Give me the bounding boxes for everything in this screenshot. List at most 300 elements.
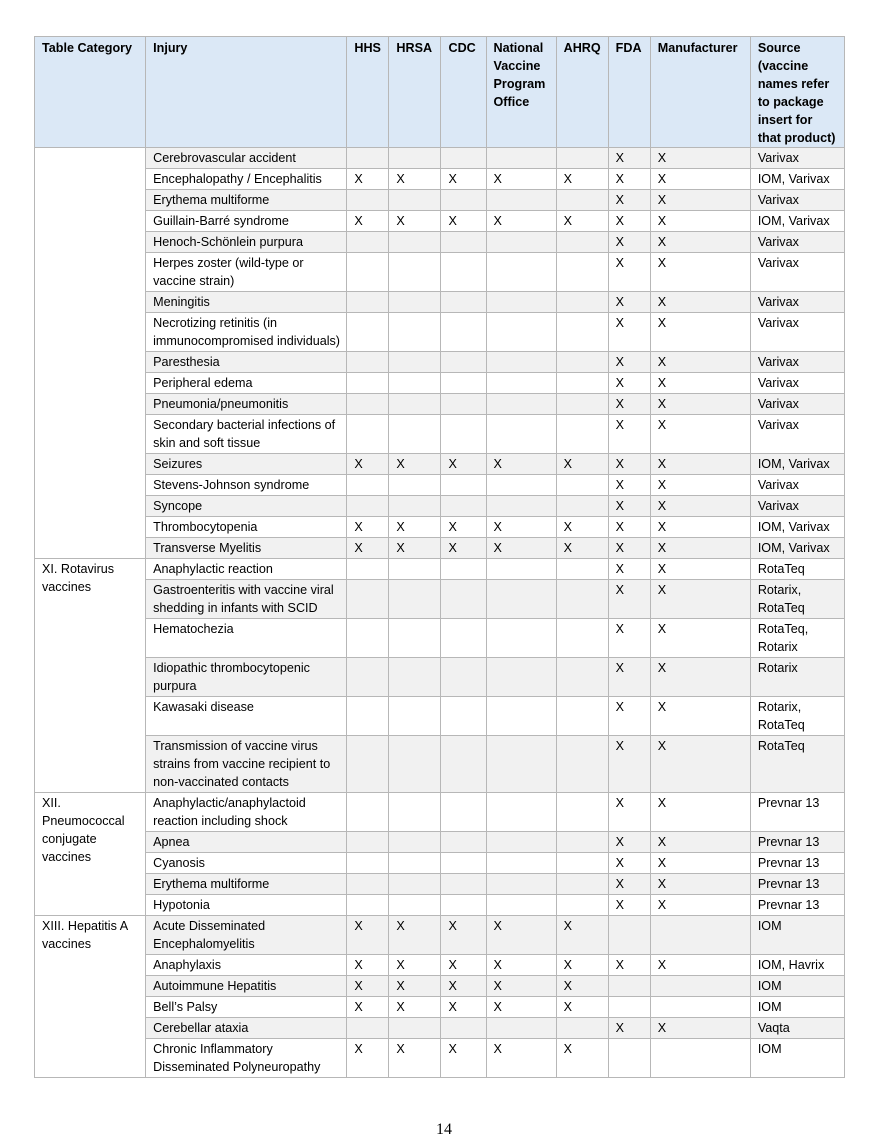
mark-cell: X: [608, 658, 650, 697]
mark-cell: X: [650, 853, 750, 874]
mark-cell: [347, 352, 389, 373]
mark-cell: X: [650, 1018, 750, 1039]
column-header: HHS: [347, 37, 389, 148]
mark-cell: [441, 313, 486, 352]
source-cell: Prevnar 13: [750, 853, 844, 874]
mark-cell: X: [650, 190, 750, 211]
mark-cell: [389, 394, 441, 415]
table-row: [35, 538, 845, 559]
mark-cell: X: [389, 1039, 441, 1078]
mark-cell: [389, 253, 441, 292]
injury-cell: Peripheral edema: [146, 373, 347, 394]
mark-cell: X: [556, 169, 608, 190]
mark-cell: X: [486, 916, 556, 955]
mark-cell: X: [441, 454, 486, 475]
mark-cell: X: [650, 253, 750, 292]
mark-cell: X: [650, 580, 750, 619]
mark-cell: [486, 895, 556, 916]
mark-cell: [556, 253, 608, 292]
mark-cell: X: [608, 895, 650, 916]
mark-cell: X: [486, 997, 556, 1018]
mark-cell: [441, 1018, 486, 1039]
injury-cell: Herpes zoster (wild-type or vaccine strain): [146, 253, 347, 292]
mark-cell: [556, 373, 608, 394]
mark-cell: [441, 697, 486, 736]
mark-cell: [347, 1018, 389, 1039]
mark-cell: X: [608, 190, 650, 211]
injury-cell: Transmission of vaccine virus strains from vaccine recipient to non-vaccinated contacts: [146, 736, 347, 793]
table-row: [35, 475, 845, 496]
table-row: [35, 211, 845, 232]
mark-cell: [389, 832, 441, 853]
mark-cell: [389, 736, 441, 793]
mark-cell: X: [650, 352, 750, 373]
mark-cell: [389, 190, 441, 211]
source-cell: Varivax: [750, 292, 844, 313]
injury-cell: Anaphylaxis: [146, 955, 347, 976]
injury-cell: Hypotonia: [146, 895, 347, 916]
column-header: Table Category: [35, 37, 146, 148]
mark-cell: [650, 976, 750, 997]
table-row: [35, 394, 845, 415]
injury-cell: Encephalopathy / Encephalitis: [146, 169, 347, 190]
source-cell: Varivax: [750, 475, 844, 496]
mark-cell: [441, 853, 486, 874]
mark-cell: X: [608, 955, 650, 976]
mark-cell: X: [650, 496, 750, 517]
mark-cell: [347, 253, 389, 292]
mark-cell: [486, 619, 556, 658]
mark-cell: X: [650, 619, 750, 658]
mark-cell: [556, 148, 608, 169]
injury-cell: Transverse Myelitis: [146, 538, 347, 559]
mark-cell: X: [650, 373, 750, 394]
table-category-cell: XII. Pneumococcal conjugate vaccines: [35, 793, 146, 916]
table-row: [35, 1018, 845, 1039]
mark-cell: X: [608, 580, 650, 619]
mark-cell: [347, 736, 389, 793]
mark-cell: X: [347, 454, 389, 475]
mark-cell: X: [441, 517, 486, 538]
table-row: [35, 292, 845, 313]
injury-cell: Autoimmune Hepatitis: [146, 976, 347, 997]
mark-cell: X: [650, 394, 750, 415]
mark-cell: X: [486, 454, 556, 475]
mark-cell: X: [389, 916, 441, 955]
mark-cell: [486, 697, 556, 736]
mark-cell: X: [608, 559, 650, 580]
mark-cell: X: [650, 538, 750, 559]
mark-cell: X: [608, 619, 650, 658]
mark-cell: [389, 148, 441, 169]
source-cell: Rotarix: [750, 658, 844, 697]
mark-cell: X: [441, 169, 486, 190]
mark-cell: [486, 580, 556, 619]
mark-cell: [347, 832, 389, 853]
mark-cell: X: [347, 1039, 389, 1078]
table-row: [35, 148, 845, 169]
source-cell: Varivax: [750, 232, 844, 253]
mark-cell: [486, 313, 556, 352]
mark-cell: X: [608, 313, 650, 352]
source-cell: Varivax: [750, 190, 844, 211]
mark-cell: [389, 853, 441, 874]
mark-cell: [389, 475, 441, 496]
mark-cell: X: [650, 874, 750, 895]
source-cell: RotaTeq: [750, 736, 844, 793]
injury-cell: Guillain-Barré syndrome: [146, 211, 347, 232]
mark-cell: [389, 697, 441, 736]
mark-cell: [347, 292, 389, 313]
mark-cell: [347, 658, 389, 697]
source-cell: IOM, Varivax: [750, 454, 844, 475]
injury-cell: Acute Disseminated Encephalomyelitis: [146, 916, 347, 955]
mark-cell: X: [608, 517, 650, 538]
mark-cell: [486, 475, 556, 496]
mark-cell: [389, 496, 441, 517]
mark-cell: [441, 292, 486, 313]
table-row: [35, 736, 845, 793]
injury-cell: Paresthesia: [146, 352, 347, 373]
mark-cell: X: [650, 313, 750, 352]
mark-cell: X: [486, 976, 556, 997]
mark-cell: [556, 736, 608, 793]
injury-cell: Chronic Inflammatory Disseminated Polyneuropathy: [146, 1039, 347, 1078]
mark-cell: [486, 292, 556, 313]
source-cell: Varivax: [750, 148, 844, 169]
mark-cell: [347, 313, 389, 352]
mark-cell: X: [650, 454, 750, 475]
injury-cell: Syncope: [146, 496, 347, 517]
mark-cell: X: [389, 517, 441, 538]
mark-cell: X: [608, 454, 650, 475]
source-cell: IOM, Varivax: [750, 169, 844, 190]
mark-cell: [441, 475, 486, 496]
mark-cell: [347, 394, 389, 415]
source-cell: Varivax: [750, 496, 844, 517]
mark-cell: X: [608, 211, 650, 232]
mark-cell: [608, 1039, 650, 1078]
injury-cell: Gastroenteritis with vaccine viral shedding in infants with SCID: [146, 580, 347, 619]
column-header: National Vaccine Program Office: [486, 37, 556, 148]
mark-cell: [347, 559, 389, 580]
table-row: [35, 373, 845, 394]
mark-cell: X: [389, 997, 441, 1018]
mark-cell: [556, 895, 608, 916]
mark-cell: X: [650, 895, 750, 916]
mark-cell: X: [608, 232, 650, 253]
mark-cell: X: [608, 373, 650, 394]
table-row: [35, 253, 845, 292]
mark-cell: X: [441, 916, 486, 955]
mark-cell: [556, 352, 608, 373]
mark-cell: [486, 658, 556, 697]
source-cell: Rotarix, RotaTeq: [750, 697, 844, 736]
mark-cell: X: [608, 697, 650, 736]
column-header: Manufacturer: [650, 37, 750, 148]
injury-cell: Erythema multiforme: [146, 874, 347, 895]
mark-cell: X: [650, 736, 750, 793]
mark-cell: X: [608, 253, 650, 292]
column-header: Injury: [146, 37, 347, 148]
injury-cell: Apnea: [146, 832, 347, 853]
mark-cell: [347, 373, 389, 394]
mark-cell: [441, 190, 486, 211]
mark-cell: X: [556, 517, 608, 538]
mark-cell: [441, 148, 486, 169]
mark-cell: [556, 313, 608, 352]
mark-cell: X: [608, 394, 650, 415]
mark-cell: [347, 415, 389, 454]
mark-cell: X: [486, 538, 556, 559]
mark-cell: [347, 232, 389, 253]
source-cell: IOM, Varivax: [750, 538, 844, 559]
mark-cell: [556, 793, 608, 832]
page-number: 14: [436, 1121, 452, 1138]
table-row: [35, 454, 845, 475]
mark-cell: [608, 916, 650, 955]
mark-cell: [556, 394, 608, 415]
mark-cell: [389, 313, 441, 352]
mark-cell: X: [608, 1018, 650, 1039]
mark-cell: [556, 853, 608, 874]
table-row: [35, 997, 845, 1018]
mark-cell: [556, 475, 608, 496]
source-cell: Varivax: [750, 352, 844, 373]
mark-cell: [650, 1039, 750, 1078]
mark-cell: X: [556, 211, 608, 232]
injury-cell: Idiopathic thrombocytopenic purpura: [146, 658, 347, 697]
table-row: [35, 874, 845, 895]
source-cell: IOM, Varivax: [750, 211, 844, 232]
mark-cell: [441, 415, 486, 454]
mark-cell: X: [608, 832, 650, 853]
mark-cell: [441, 895, 486, 916]
mark-cell: X: [347, 955, 389, 976]
table-row: [35, 580, 845, 619]
mark-cell: [389, 874, 441, 895]
injury-cell: Seizures: [146, 454, 347, 475]
mark-cell: X: [347, 211, 389, 232]
mark-cell: X: [608, 352, 650, 373]
mark-cell: [486, 736, 556, 793]
mark-cell: [441, 580, 486, 619]
mark-cell: [556, 697, 608, 736]
mark-cell: X: [650, 169, 750, 190]
mark-cell: X: [556, 916, 608, 955]
mark-cell: X: [608, 415, 650, 454]
mark-cell: X: [556, 454, 608, 475]
column-header: FDA: [608, 37, 650, 148]
mark-cell: [441, 793, 486, 832]
mark-cell: [486, 496, 556, 517]
mark-cell: [347, 874, 389, 895]
mark-cell: X: [486, 169, 556, 190]
source-cell: IOM: [750, 997, 844, 1018]
mark-cell: X: [347, 997, 389, 1018]
mark-cell: X: [650, 517, 750, 538]
source-cell: Prevnar 13: [750, 832, 844, 853]
table-row: [35, 895, 845, 916]
mark-cell: [556, 496, 608, 517]
mark-cell: [486, 832, 556, 853]
mark-cell: X: [650, 832, 750, 853]
table-row: [35, 916, 845, 955]
mark-cell: X: [650, 292, 750, 313]
mark-cell: [556, 874, 608, 895]
mark-cell: [389, 232, 441, 253]
table-row: [35, 1039, 845, 1078]
mark-cell: [347, 148, 389, 169]
mark-cell: [650, 916, 750, 955]
mark-cell: X: [556, 976, 608, 997]
mark-cell: [486, 559, 556, 580]
mark-cell: [389, 580, 441, 619]
table-body: [35, 148, 845, 1078]
mark-cell: [389, 292, 441, 313]
injury-cell: Cyanosis: [146, 853, 347, 874]
table-row: [35, 496, 845, 517]
mark-cell: X: [389, 169, 441, 190]
mark-cell: [441, 253, 486, 292]
mark-cell: [556, 292, 608, 313]
mark-cell: [441, 352, 486, 373]
mark-cell: [389, 352, 441, 373]
source-cell: IOM, Varivax: [750, 517, 844, 538]
injury-table: [34, 36, 845, 1078]
table-row: [35, 955, 845, 976]
mark-cell: X: [486, 211, 556, 232]
mark-cell: [347, 580, 389, 619]
mark-cell: X: [389, 538, 441, 559]
mark-cell: X: [650, 793, 750, 832]
mark-cell: [486, 793, 556, 832]
table-row: [35, 853, 845, 874]
mark-cell: [389, 1018, 441, 1039]
mark-cell: [556, 559, 608, 580]
injury-cell: Anaphylactic reaction: [146, 559, 347, 580]
injury-cell: Cerebrovascular accident: [146, 148, 347, 169]
injury-cell: Pneumonia/pneumonitis: [146, 394, 347, 415]
table-category-cell: XI. Rotavirus vaccines: [35, 559, 146, 793]
table-row: [35, 559, 845, 580]
mark-cell: [389, 559, 441, 580]
injury-cell: Hematochezia: [146, 619, 347, 658]
mark-cell: X: [556, 538, 608, 559]
mark-cell: X: [441, 976, 486, 997]
source-cell: RotaTeq: [750, 559, 844, 580]
mark-cell: [486, 232, 556, 253]
table-category-cell: XIII. Hepatitis A vaccines: [35, 916, 146, 1078]
source-cell: Prevnar 13: [750, 895, 844, 916]
mark-cell: [486, 253, 556, 292]
injury-cell: Meningitis: [146, 292, 347, 313]
mark-cell: X: [650, 148, 750, 169]
mark-cell: [389, 895, 441, 916]
mark-cell: [486, 853, 556, 874]
mark-cell: [441, 832, 486, 853]
source-cell: IOM: [750, 916, 844, 955]
mark-cell: [556, 190, 608, 211]
mark-cell: X: [608, 793, 650, 832]
mark-cell: [441, 619, 486, 658]
source-cell: IOM: [750, 976, 844, 997]
mark-cell: X: [608, 538, 650, 559]
mark-cell: X: [650, 211, 750, 232]
mark-cell: X: [608, 496, 650, 517]
injury-cell: Necrotizing retinitis (in immunocompromised individuals): [146, 313, 347, 352]
mark-cell: [441, 394, 486, 415]
source-cell: Varivax: [750, 394, 844, 415]
injury-cell: Secondary bacterial infections of skin and soft tissue: [146, 415, 347, 454]
mark-cell: [347, 793, 389, 832]
mark-cell: [441, 232, 486, 253]
mark-cell: X: [486, 955, 556, 976]
mark-cell: [347, 895, 389, 916]
source-cell: IOM: [750, 1039, 844, 1078]
mark-cell: X: [608, 874, 650, 895]
mark-cell: [486, 874, 556, 895]
source-cell: Prevnar 13: [750, 793, 844, 832]
mark-cell: X: [608, 169, 650, 190]
mark-cell: X: [650, 658, 750, 697]
source-cell: IOM, Havrix: [750, 955, 844, 976]
table-row: [35, 793, 845, 832]
table-category-cell: [35, 148, 146, 559]
mark-cell: X: [441, 997, 486, 1018]
mark-cell: [556, 232, 608, 253]
injury-cell: Kawasaki disease: [146, 697, 347, 736]
mark-cell: [486, 1018, 556, 1039]
source-cell: Varivax: [750, 313, 844, 352]
source-cell: Vaqta: [750, 1018, 844, 1039]
mark-cell: [441, 874, 486, 895]
mark-cell: [347, 496, 389, 517]
mark-cell: [347, 475, 389, 496]
table-row: [35, 697, 845, 736]
mark-cell: X: [347, 517, 389, 538]
mark-cell: [486, 190, 556, 211]
table-row: [35, 190, 845, 211]
source-cell: Varivax: [750, 415, 844, 454]
mark-cell: [347, 853, 389, 874]
mark-cell: [389, 619, 441, 658]
table-row: [35, 352, 845, 373]
mark-cell: [486, 415, 556, 454]
injury-cell: Thrombocytopenia: [146, 517, 347, 538]
table-row: [35, 619, 845, 658]
table-header-row: [35, 37, 845, 148]
mark-cell: [347, 619, 389, 658]
table-row: [35, 517, 845, 538]
mark-cell: [389, 658, 441, 697]
mark-cell: [389, 415, 441, 454]
column-header: CDC: [441, 37, 486, 148]
column-header: Source (vaccine names refer to package insert for that product): [750, 37, 844, 148]
mark-cell: [441, 559, 486, 580]
mark-cell: X: [441, 211, 486, 232]
injury-cell: Anaphylactic/anaphylactoid reaction including shock: [146, 793, 347, 832]
mark-cell: [556, 1018, 608, 1039]
table-row: [35, 169, 845, 190]
source-cell: Varivax: [750, 373, 844, 394]
mark-cell: [389, 793, 441, 832]
mark-cell: [608, 997, 650, 1018]
mark-cell: [441, 373, 486, 394]
mark-cell: [441, 658, 486, 697]
mark-cell: [486, 148, 556, 169]
mark-cell: [347, 190, 389, 211]
